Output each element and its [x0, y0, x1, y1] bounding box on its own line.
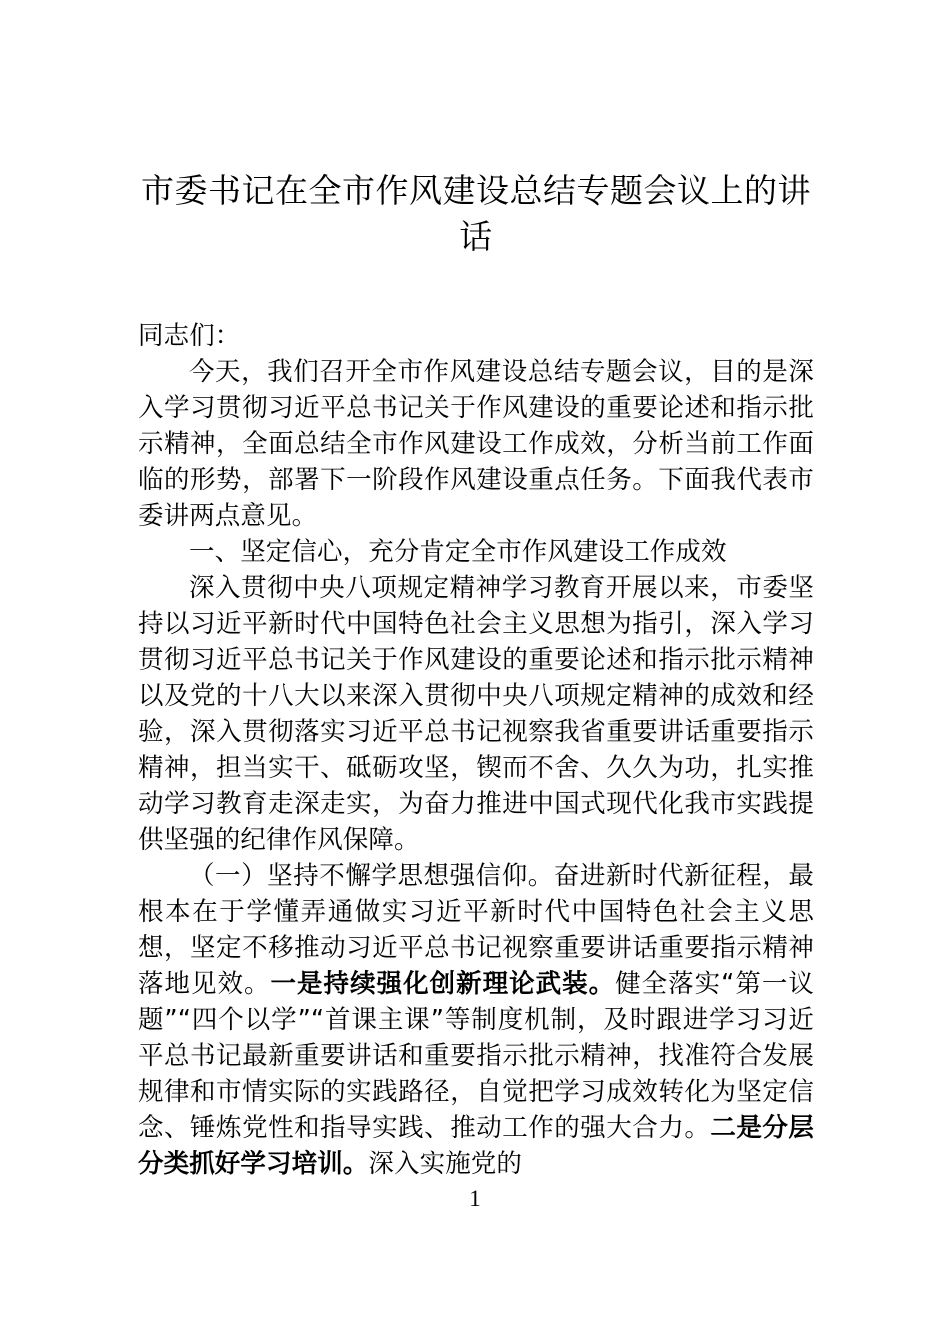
bold-run: 二是分层分类抓好学习培训。 — [138, 1113, 815, 1179]
section-1-body — [138, 570, 814, 858]
subsection-1 — [138, 858, 814, 1182]
page-number: 1 — [469, 1186, 481, 1211]
salutation — [138, 318, 814, 354]
paragraph-list — [138, 318, 814, 1182]
page-title: 市委书记在全市作风建设总结专题会议上的讲话 — [141, 171, 811, 256]
title-body-spacer — [138, 260, 814, 318]
opening — [138, 354, 814, 534]
bold-run: 一是持续强化创新理论武装。 — [270, 969, 616, 999]
text-run: 深入实施党的 — [368, 1149, 523, 1179]
text-run: 深入贯彻中央八项规定精神学习教育开展以来，市委坚持以习近平新时代中国特色社会主义思想为指引，深入学习贯彻习近平总书记关于作风建设的重要论述和指示批示精神以及党的十八大以来深入贯彻中央八项规定精神的成效和经验，深入贯彻落实习近平总书记视察我省重要讲话重要指示精神，担当实干、砥砺攻坚，锲而不舍、久久为功，扎实推动学习教育走深走实，为奋力推进中国式现代化我市实践提供坚强的纪律作风保障。 — [138, 573, 814, 855]
text-run: 同志们： — [138, 321, 241, 351]
section-heading-1 — [138, 534, 814, 570]
document-body — [138, 318, 814, 1182]
document-content — [138, 0, 814, 1182]
text-run: 健全落实“第一议题”“四个以学”“首课主课”等制度机制，及时跟进学习习近平总书记最新重要讲话和重要指示批示精神，找准符合发展规律和市情实际的实践路径，自觉把学习成效转化为坚定信念、锤炼党性和指导实践、推动工作的强大合力。 — [138, 969, 814, 1143]
text-run: （一）坚持不懈学思想强信仰。奋进新时代新征程，最根本在于学懂弄通做实习近平新时代中国特色社会主义思想，坚定不移推动习近平总书记视察重要讲话重要指示精神落地见效。 — [138, 861, 814, 999]
text-run: 一、坚定信心，充分肯定全市作风建设工作成效 — [189, 537, 727, 567]
text-run: 今天，我们召开全市作风建设总结专题会议，目的是深入学习贯彻习近平总书记关于作风建设的重要论述和指示批示精神，全面总结全市作风建设工作成效，分析当前工作面临的形势，部署下一阶段作风建设重点任务。下面我代表市委讲两点意见。 — [138, 357, 814, 531]
